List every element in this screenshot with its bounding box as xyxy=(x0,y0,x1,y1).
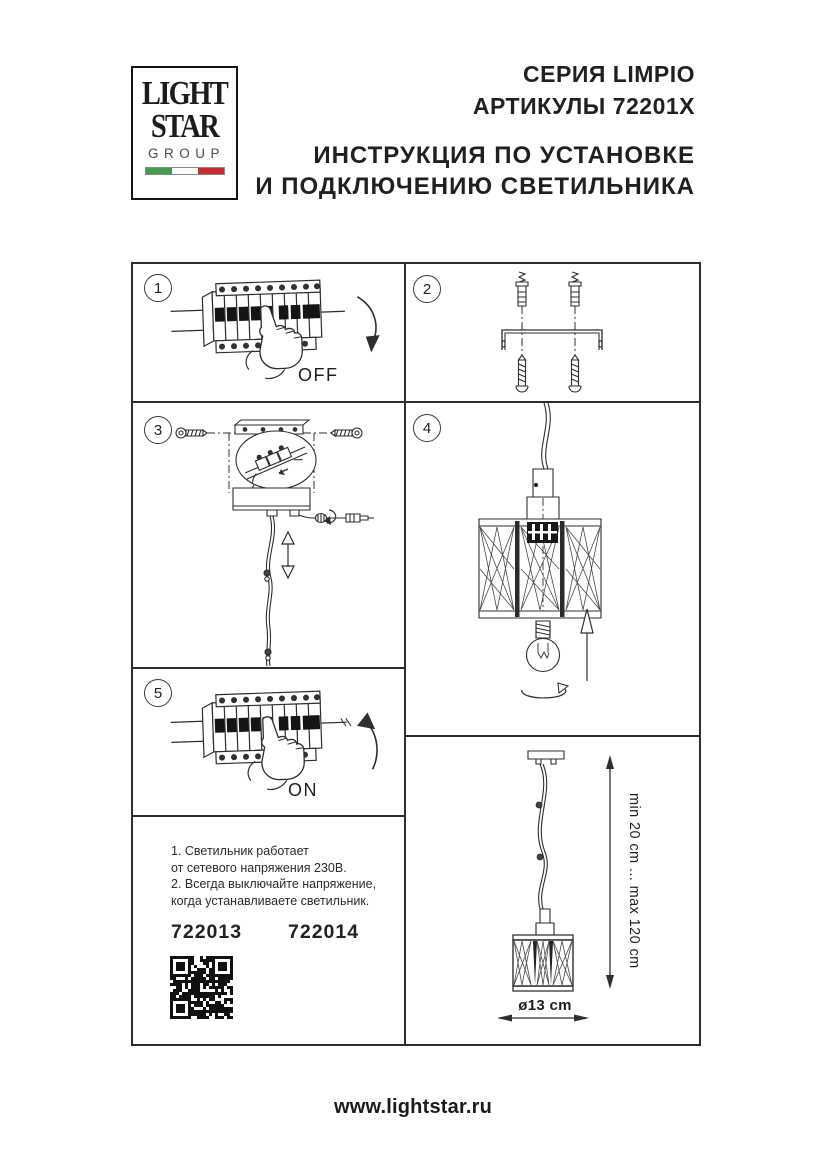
step-number-badge xyxy=(144,416,172,444)
step-number: 5 xyxy=(153,684,163,702)
step-number-badge xyxy=(413,275,441,303)
step-number-badge xyxy=(144,679,172,707)
light-bulb-icon xyxy=(527,621,560,672)
step-number: 1 xyxy=(153,279,163,297)
grid-left-column xyxy=(133,264,406,1044)
instruction-grid xyxy=(131,262,701,1046)
insert-up-arrow-icon xyxy=(581,609,593,681)
screw-icon xyxy=(331,428,362,438)
lightstar-logo xyxy=(131,66,238,200)
power-cord-icon xyxy=(536,764,547,909)
step-panel-1 xyxy=(133,264,404,403)
breaker-on-drawing xyxy=(133,669,404,815)
footer xyxy=(0,1096,826,1119)
qr-code xyxy=(259,956,322,1019)
socket-icon xyxy=(536,909,554,935)
wall-anchor-icon xyxy=(516,272,528,306)
step-number: 4 xyxy=(422,419,432,437)
power-cord-icon xyxy=(542,403,551,469)
off-label: OFF xyxy=(298,365,339,385)
lamp-shade-icon xyxy=(513,935,573,991)
mounting-hardware-drawing xyxy=(406,264,699,401)
grid-right-column xyxy=(406,264,699,1044)
step-number: 3 xyxy=(153,421,163,439)
article-numbers xyxy=(171,921,376,944)
article-number: 722014 xyxy=(288,921,360,943)
flag-red-segment xyxy=(198,168,224,174)
logo-word-group: GROUP xyxy=(147,146,225,161)
article-range: АРТИКУЛЫ 72201X xyxy=(472,93,695,119)
note-line: когда устанавливаете светильник. xyxy=(171,893,370,908)
height-range-label: min 20 cm ... max 120 cm xyxy=(626,793,642,969)
updown-arrow-icon xyxy=(282,532,294,578)
notes-panel xyxy=(133,817,404,1044)
step-panel-4 xyxy=(406,403,699,737)
instruction-title-line1: ИНСТРУКЦИЯ ПО УСТАНОВКЕ xyxy=(313,142,695,169)
canopy-icon xyxy=(233,488,310,516)
step-panel-5 xyxy=(133,669,404,817)
rotate-arrow-icon xyxy=(522,683,568,698)
step-number-badge xyxy=(144,274,172,302)
logo-word-light: LIGHT xyxy=(141,75,228,112)
lamp-shade-icon xyxy=(479,519,601,618)
mounting-bracket-icon xyxy=(502,330,602,350)
circuit-breaker-icon xyxy=(170,279,346,354)
circuit-breaker-icon xyxy=(170,690,352,765)
canopy-install-drawing xyxy=(133,403,404,667)
document-titles xyxy=(255,58,695,202)
arrow-up-icon xyxy=(357,712,378,770)
socket-through-glass xyxy=(527,522,558,543)
mounting-screw-icon xyxy=(569,355,581,392)
dimensions-panel xyxy=(406,737,699,1044)
italian-flag-bar xyxy=(145,167,225,175)
breaker-off-drawing xyxy=(133,264,404,401)
article-number: 722013 xyxy=(171,921,243,943)
on-label: ON xyxy=(288,780,318,800)
logo-word-star: STAR xyxy=(150,108,219,145)
flag-green-segment xyxy=(146,168,172,174)
qr-codes xyxy=(170,956,322,1019)
ceiling-plate-icon xyxy=(528,751,564,764)
safety-notes xyxy=(171,843,376,909)
note-line: от сетевого напряжения 230В. xyxy=(171,860,347,875)
height-dimension-arrow xyxy=(606,755,614,989)
power-cord-icon xyxy=(264,516,275,666)
screw-icon xyxy=(176,428,207,438)
cable-lock-icon xyxy=(299,510,374,525)
step-number-badge xyxy=(413,414,441,442)
flag-white-segment xyxy=(172,168,198,174)
note-line: 2. Всегда выключайте напряжение, xyxy=(171,877,377,891)
diameter-dimension-arrow xyxy=(497,1015,589,1022)
step-number: 2 xyxy=(422,280,432,298)
diameter-label: ø13 cm xyxy=(518,997,572,1014)
wall-anchor-icon xyxy=(569,272,581,306)
mounting-screw-icon xyxy=(516,355,528,392)
step-panel-2 xyxy=(406,264,699,403)
shade-bulb-drawing xyxy=(406,403,699,735)
series-name: СЕРИЯ LIMPIO xyxy=(523,61,695,87)
instruction-title-line2: И ПОДКЛЮЧЕНИЮ СВЕТИЛЬНИКА xyxy=(255,173,695,200)
arrow-down-icon xyxy=(357,296,380,353)
note-line: 1. Светильник работает xyxy=(171,844,309,858)
website-url: www.lightstar.ru xyxy=(333,1096,493,1118)
step-panel-3 xyxy=(133,403,404,669)
socket-icon xyxy=(527,469,559,519)
